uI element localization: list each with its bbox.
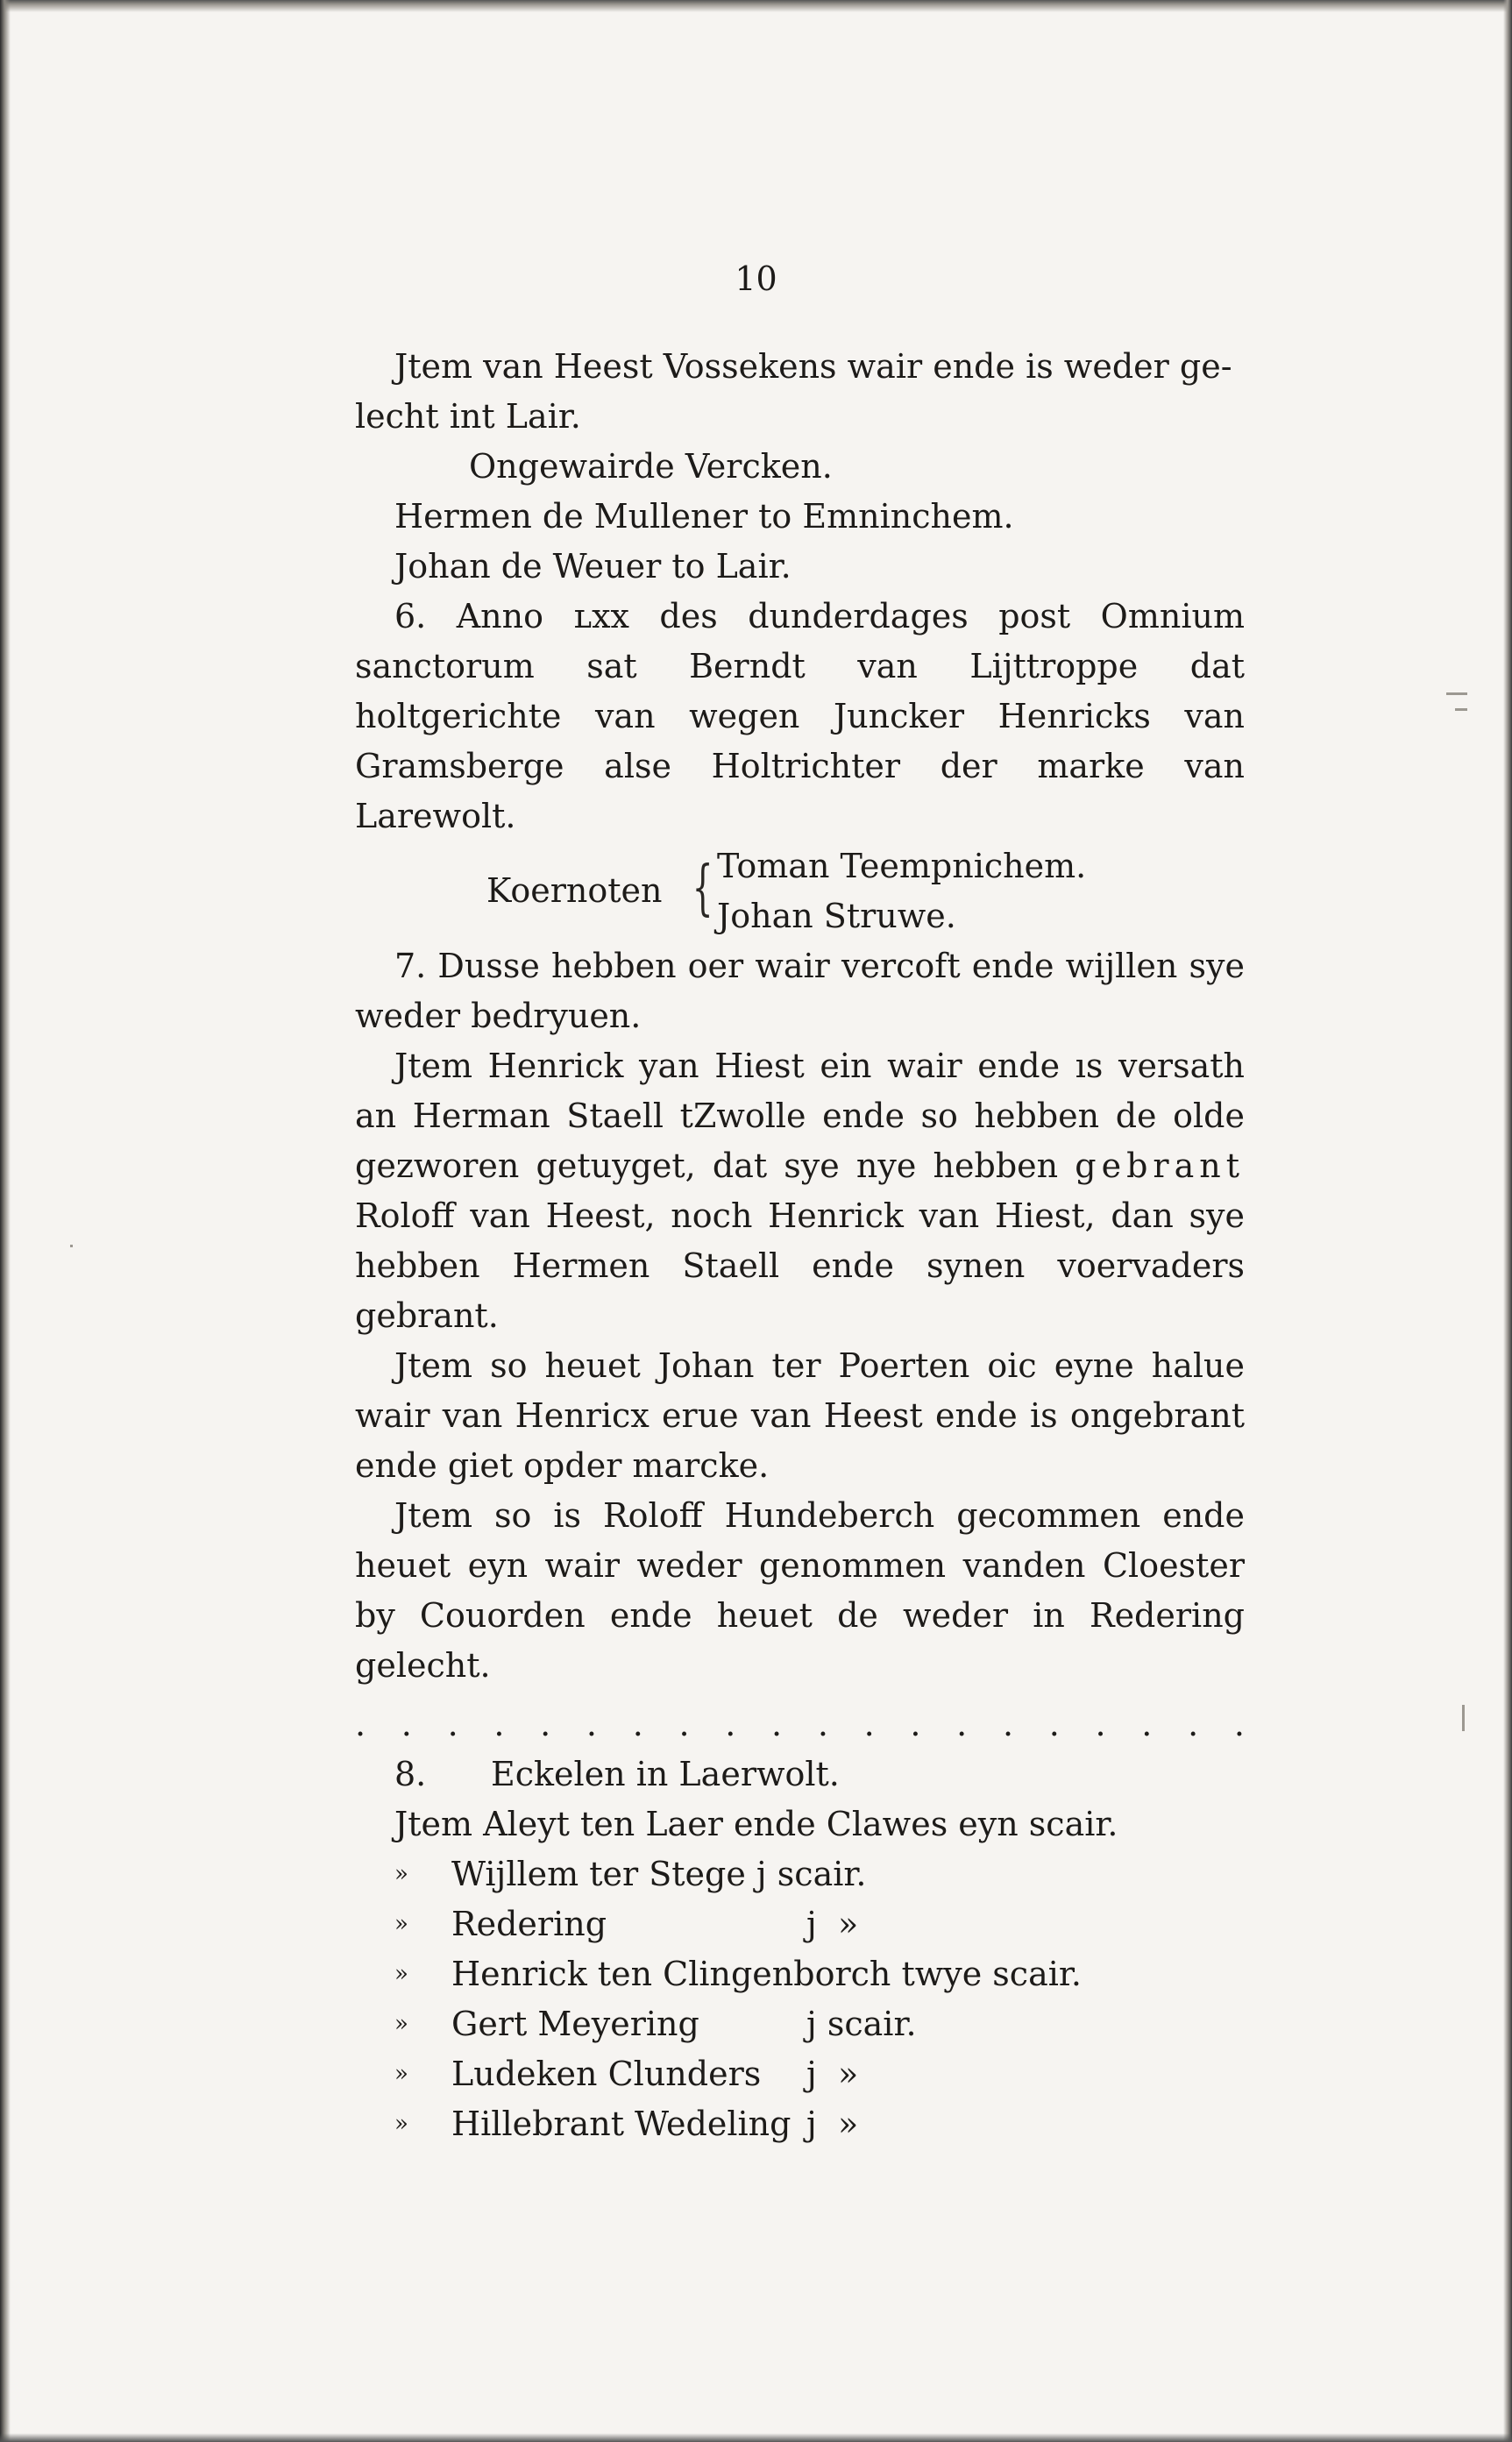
ditto-mark: » (394, 1961, 408, 1987)
dot: . (1048, 1705, 1060, 1743)
paragraph-henrick-part1: Jtem Henrick yan Hiest ein wair ende ıs versath an Herman Staell tZwolle ende so hebben de olde gezworen getuyget, dat sye nye hebben (355, 1047, 1245, 1185)
section-8-first-line: Jtem Aleyt ten Laer ende Clawes eyn scair. (394, 1805, 1118, 1843)
dot: . (586, 1705, 597, 1743)
dot: . (1188, 1705, 1199, 1743)
dot: . (447, 1705, 458, 1743)
list-item (355, 2049, 1245, 2099)
list-item (355, 2099, 1245, 2149)
page-edge-top (0, 0, 1512, 12)
brace: { (692, 854, 713, 923)
dot: . (678, 1705, 690, 1743)
dot: . (910, 1705, 921, 1743)
ellipsis-row (355, 1700, 1245, 1750)
dot: . (1233, 1705, 1245, 1743)
list-item-name: Gert Meyering (451, 2005, 699, 2043)
koernoten-name: Johan Struwe. (717, 897, 956, 935)
dot: . (540, 1705, 551, 1743)
koernoten-label: Koernoten (486, 871, 663, 910)
list-item-name: Redering (451, 1905, 607, 1943)
dot: . (956, 1705, 968, 1743)
heading-ongewairde: Ongewairde Vercken. (469, 447, 833, 486)
dot: . (1002, 1705, 1014, 1743)
list-item (355, 1899, 1245, 1949)
list-item-name: Ludeken Clunders (451, 2055, 762, 2093)
paragraph-heest-cont: lecht int Lair. (355, 397, 581, 436)
paragraph-henrick-part2: Roloff van Heest, noch Henrick van Hiest, dan sye hebben Hermen Staell ende synen voervaders gebrant. (355, 1196, 1245, 1335)
koernoten-name: Toman Teempnichem. (717, 847, 1087, 885)
page-number: 10 (735, 259, 777, 298)
line-johan-weuer: Johan de Weuer to Lair. (394, 547, 791, 586)
list-item-share: j » (806, 2105, 859, 2143)
ditto-mark: » (394, 1911, 408, 1937)
list-item-share: j scair. (806, 2005, 917, 2043)
list-item (355, 1849, 1245, 1899)
section-8-heading (355, 1750, 1245, 1800)
ditto-mark: » (394, 2111, 408, 2137)
koernoten-block (355, 841, 1245, 941)
paragraph-6: 6. Anno ʟxx des dunderdages post Omnium sanctorum sat Berndt van Lijttroppe dat holtgerichte van wegen Juncker Henricks van Gramsberge alse Holtrichter der marke van Larewolt. (355, 597, 1245, 835)
paragraph-heest (355, 342, 1245, 392)
dot: . (1141, 1705, 1153, 1743)
page-edge-right (1503, 0, 1512, 2442)
dot: . (493, 1705, 505, 1743)
paragraph-henrick (355, 1041, 1245, 1341)
dot: . (863, 1705, 875, 1743)
list-item-share: j » (806, 1905, 859, 1943)
dot: . (632, 1705, 643, 1743)
list-item-name: Henrick ten Clingenborch twye scair. (451, 1955, 1082, 1993)
page-edge-bottom (0, 2433, 1512, 2442)
list-item-name: Wijllem ter Stege j scair. (451, 1855, 867, 1893)
scan-speck (1462, 1705, 1465, 1731)
dot: . (817, 1705, 828, 1743)
list-item (355, 1949, 1245, 1999)
dot: . (1095, 1705, 1106, 1743)
list-item (355, 1999, 1245, 2049)
ditto-mark: » (394, 2011, 408, 2037)
ditto-mark: » (394, 1861, 408, 1887)
list-item-name: Hillebrant Wedeling (451, 2105, 791, 2143)
dot: . (355, 1705, 366, 1743)
page-edge-left (0, 0, 11, 2442)
dot: . (771, 1705, 783, 1743)
koernoten-names (717, 841, 1086, 941)
dot: . (401, 1705, 412, 1743)
ditto-mark: » (394, 2061, 408, 2087)
paragraph-line: Jtem van Heest Vossekens wair ende is weder ge- (394, 347, 1232, 386)
paragraph-roloff: Jtem so is Roloff Hundeberch gecommen ende heuet eyn wair weder genommen vanden Cloester by Couorden ende heuet de weder in Redering gelecht. (355, 1496, 1245, 1685)
emphasized-word: gebrant (1075, 1146, 1245, 1185)
section-number: 8. (394, 1755, 427, 1793)
paragraph-johan-poerten: Jtem so heuet Johan ter Poerten oic eyne halue wair van Henricx erue van Heest ende is ongebrant ende giet opder marcke. (355, 1346, 1245, 1485)
list-item-share: j » (806, 2055, 859, 2093)
scan-speck (70, 1245, 73, 1247)
line-hermen: Hermen de Mullener to Emninchem. (394, 497, 1014, 536)
scan-speck (1455, 708, 1467, 711)
paragraph-7: 7. Dusse hebben oer wair vercoft ende wijllen sye weder bedryuen. (355, 947, 1245, 1035)
scan-speck (1446, 692, 1467, 695)
text-block (355, 342, 1245, 2149)
dot: . (725, 1705, 736, 1743)
section-title: Eckelen in Laerwolt. (491, 1755, 840, 1793)
